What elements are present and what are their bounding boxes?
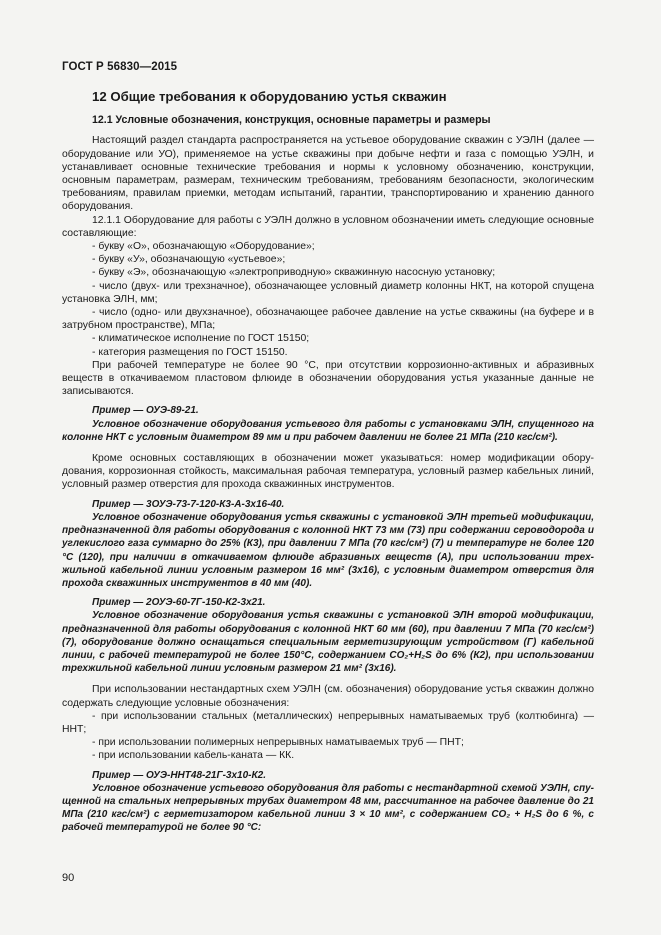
paragraph-designation: 12.1.1 Оборудование для работы с УЭЛН должно в условном обозначении иметь следующие основные составляющие: [62, 214, 594, 239]
paragraph-nonstandard: При использовании нестандартных схем УЭЛН (см. обозначения) оборудование устья скважин должно содержать следующие условные обозначения: [62, 684, 594, 709]
list-item: - букву «У», обозначающую «устьевое»; [92, 254, 286, 266]
example-title: Пример — ОУЭ-89-21. [92, 405, 199, 417]
list-item: - категория размещения по ГОСТ 15150. [92, 346, 288, 358]
list-item: - число (одно- или двухзначное), обозначающее рабочее давление на устье скважины (на буфере и в затрубном пространстве), МПа; [62, 307, 594, 332]
list-item: - букву «О», обозначающую «Оборудование»; [92, 241, 315, 253]
list-item: - число (двух- или трехзначное), обозначающее условный диаметр колонны НКТ, на которой спущена установка ЭЛН, мм; [62, 280, 594, 305]
example-body: Условное обозначение оборудования устьевого для работы с установками ЭЛН, спущенного на колонне НКТ с условным диаметром 89 мм и при рабочем давлении не более 21 МПа (210 кгс/см²). [62, 418, 594, 443]
paragraph-temperature: При рабочей температуре не более 90 °С, при отсутствии коррозионно-активных и абразивных веществ в откачиваемом пластовом флюиде в обозначении оборудования устья указанные данные не записываются. [62, 359, 594, 398]
example-body: Условное обозначение устьевого оборудования для работы с нестандартной схемой УЭЛН, спущенной на стальных непрерывных трубах диаметром 48 мм, рассчитанное на рабочее давление до 21 МПа (210 кгс/см²) с герметизатором кабельной линии 3 × 10 мм², с содержанием CO₂ + H₂S до 6 %, с рабочей температурой не более 90 °С: [62, 782, 594, 834]
list-item: - климатическое исполнение по ГОСТ 15150; [92, 333, 310, 345]
section-title: 12 Общие требования к оборудованию устья скважин [92, 89, 447, 104]
page-content [62, 90, 594, 835]
page-number: 90 [62, 872, 75, 884]
list-item: - при использовании стальных (металлических) непрерывных наматываемых труб (колтюбинга) — ННТ; [62, 710, 594, 735]
list-item: - при использовании кабель-каната — КК. [92, 750, 295, 762]
example-body: Условное обозначение оборудования устья скважины с установкой ЭЛН второй модификации, предназначенной для работы оборудования с колонной НКТ 60 мм (60), при давлении 7 МПа (70 кгс/см²) (7), оборудование должно оснащаться специальным герметизирующим устройством (Г) кабельной линии, с рабочей температурой не более 150°С, содержанием CO₂+H₂S до 6% (К2), при использовании трехжильной кабельной линии условным размером 21 мм² (3х16). [62, 610, 594, 675]
list-item: - букву «Э», обозначающую «электроприводную» скважинную насосную установку; [92, 267, 496, 279]
page-header: ГОСТ Р 56830—2015 [62, 61, 178, 73]
example-title: Пример — 2ОУЭ-60-7Г-150-К2-3х21. [92, 597, 266, 609]
example-title: Пример — ОУЭ-ННТ48-21Г-3х10-К2. [92, 769, 266, 781]
paragraph-additional: Кроме основных составляющих в обозначении может указываться: номер модификации оборудования, коррозионная стойкость, максимальная рабочая температура, условный размер кабельных линий, условный размер отверстия для прохода скважинных инструментов. [62, 453, 594, 491]
subsection-title: 12.1 Условные обозначения, конструкция, основные параметры и размеры [92, 114, 491, 127]
example-body: Условное обозначение оборудования устья скважины с установкой ЭЛН третьей модификации, предназначенной для работы оборудования с колонной НКТ 73 мм (73) при содержании сероводорода и углекислого газа суммарно до 25% (К3), при давлении 7 МПа (70 кгс/см²) (7) и температуре не более 120 °С (120), при наличии в откачиваемом флюиде абразивных веществ (А), при использовании трехжильной кабельной линии условным размером 16 мм² (3х16), с условным диаметром отверстия для прохода скважинных инструментов в 40 мм (40). [62, 511, 594, 589]
list-item: - при использовании полимерных непрерывных наматываемых труб — ПНТ; [92, 737, 464, 749]
paragraph-scope: Настоящий раздел стандарта распространяется на устьевое оборудование скважин с УЭЛН (далее — оборудование или УО), применяемое на устье скважины при добыче нефти и газа с помощью УЭЛН, и устанавливает основные технические требования и нормы к условному обозначению, конструкции, основным параметрам, размерам, техническим требованиям, требованиям безопасности, экологическим требованиям, правилам приемки, методам испытаний, гарантии, транспортированию и хранению данного оборудования. [62, 135, 594, 213]
example-title: Пример — 3ОУЭ-73-7-120-К3-А-3х16-40. [92, 498, 285, 510]
